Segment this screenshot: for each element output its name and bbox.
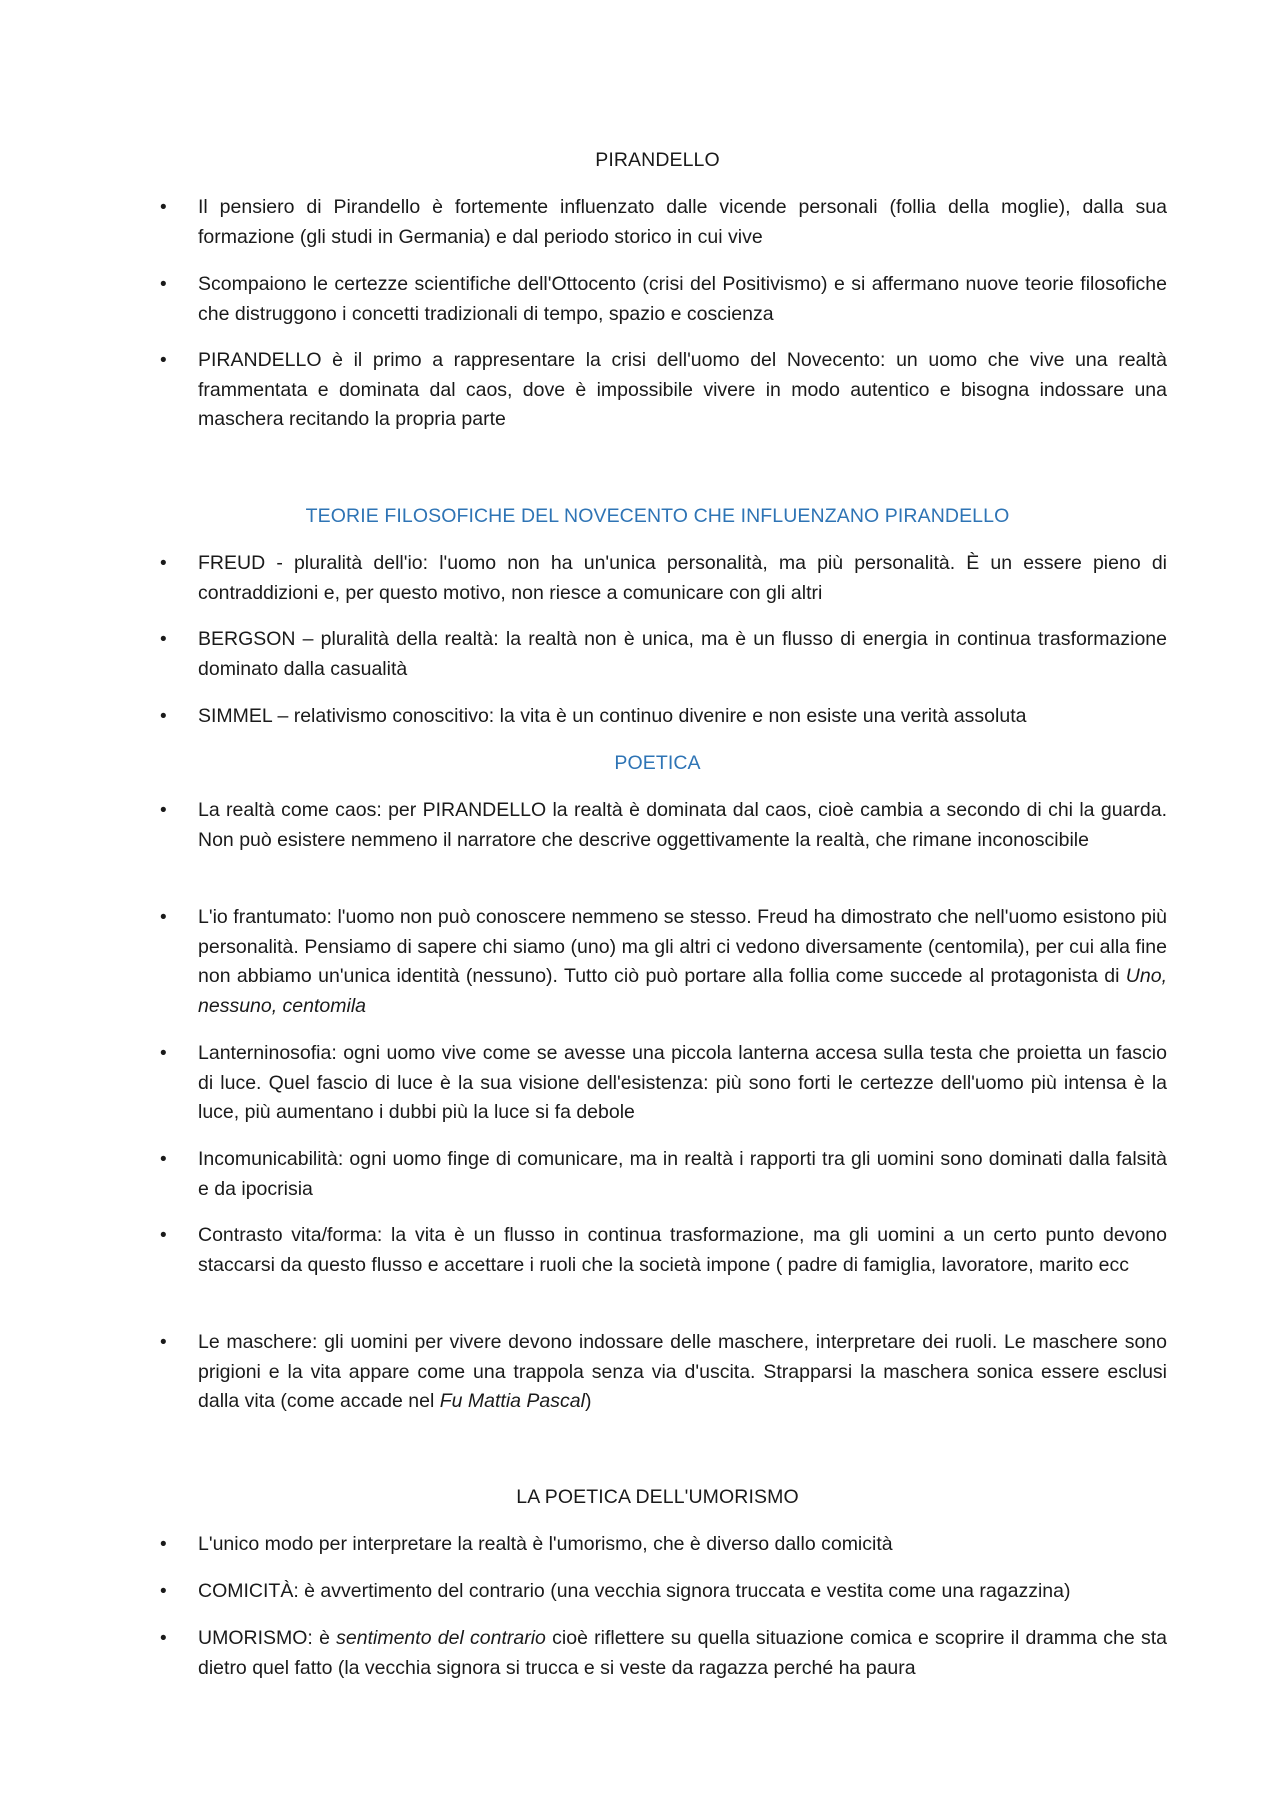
bullet-icon: •	[160, 350, 167, 371]
bullet-icon: •	[160, 1225, 167, 1246]
list-item: • L'unico modo per interpretare la realtà è l'umorismo, che è diverso dallo comicità	[160, 1530, 1167, 1560]
list-item: • Contrasto vita/forma: la vita è un flusso in continua trasformazione, ma gli uomini a un certo punto devono staccarsi da questo flusso e accettare i ruoli che la società impone ( padre di famiglia, lavoratore, marito ecc	[160, 1221, 1167, 1280]
bullet-icon: •	[160, 1043, 167, 1064]
book-title: Fu Mattia Pascal	[439, 1390, 585, 1412]
list-item: • SIMMEL – relativismo conoscitivo: la vita è un continuo divenire e non esiste una verità assoluta	[160, 702, 1167, 732]
section-heading-teorie: TEORIE FILOSOFICHE DEL NOVECENTO CHE INFLUENZANO PIRANDELLO	[305, 505, 1010, 527]
bullet-icon: •	[160, 800, 167, 821]
list-item: • Incomunicabilità: ogni uomo finge di comunicare, ma in realtà i rapporti tra gli uomini sono dominati dalla falsità e da ipocrisia	[160, 1145, 1167, 1204]
list-item: • PIRANDELLO è il primo a rappresentare la crisi dell'uomo del Novecento: un uomo che vive una realtà frammentata e dominata dal caos, dove è impossibile vivere in modo autentico e bisogna indossare una maschera recitando la propria parte	[160, 346, 1167, 435]
bullet-icon: •	[160, 907, 167, 928]
bullet-icon: •	[160, 1149, 167, 1170]
bullet-icon: •	[160, 1332, 167, 1353]
section-heading-poetica: POETICA	[614, 752, 701, 774]
bullet-icon: •	[160, 629, 167, 650]
bullet-icon: •	[160, 1628, 167, 1649]
bullet-icon: •	[160, 1534, 167, 1555]
bullet-icon: •	[160, 1581, 167, 1602]
list-item: • L'io frantumato: l'uomo non può conoscere nemmeno se stesso. Freud ha dimostrato che nell'uomo esistono più personalità. Pensiamo di sapere chi siamo (uno) ma gli altri ci vedono diversamente (centomila), per cui alla fine non abbiamo un'unica identità (nessuno). Tutto ciò può portare alla follia come succede al protagonista di Uno, nessuno, centomila	[160, 903, 1167, 1021]
list-item: • BERGSON – pluralità della realtà: la realtà non è unica, ma è un flusso di energia in continua trasformazione dominato dalla casualità	[160, 625, 1167, 684]
list-item: • Il pensiero di Pirandello è fortemente influenzato dalle vicende personali (follia della moglie), dalla sua formazione (gli studi in Germania) e dal periodo storico in cui vive	[160, 193, 1167, 252]
list-item: • Le maschere: gli uomini per vivere devono indossare delle maschere, interpretare dei ruoli. Le maschere sono prigioni e la vita appare come una trappola senza via d'uscita. Strapparsi la maschera sonica essere esclusi dalla vita (come accade nel Fu Mattia Pascal)	[160, 1328, 1167, 1417]
list-item: • UMORISMO: è sentimento del contrario cioè riflettere su quella situazione comica e scoprire il dramma che sta dietro quel fatto (la vecchia signora si trucca e si veste da ragazza perché ha paura	[160, 1624, 1167, 1683]
bullet-icon: •	[160, 274, 167, 295]
list-item: • Scompaiono le certezze scientifiche dell'Ottocento (crisi del Positivismo) e si affermano nuove teorie filosofiche che distruggono i concetti tradizionali di tempo, spazio e coscienza	[160, 270, 1167, 329]
bullet-icon: •	[160, 706, 167, 727]
page-title: PIRANDELLO	[595, 149, 720, 171]
bullet-icon: •	[160, 553, 167, 574]
section-heading-umorismo: LA POETICA DELL'UMORISMO	[516, 1486, 799, 1508]
bullet-icon: •	[160, 197, 167, 218]
list-item: • FREUD - pluralità dell'io: l'uomo non ha un'unica personalità, ma più personalità. È un essere pieno di contraddizioni e, per questo motivo, non riesce a comunicare con gli altri	[160, 549, 1167, 608]
emphasis: sentimento del contrario	[336, 1627, 546, 1649]
list-item: • Lanterninosofia: ogni uomo vive come se avesse una piccola lanterna accesa sulla testa che proietta un fascio di luce. Quel fascio di luce è la sua visione dell'esistenza: più sono forti le certezze dell'uomo più intensa è la luce, più aumentano i dubbi più la luce si fa debole	[160, 1039, 1167, 1128]
list-item: • La realtà come caos: per PIRANDELLO la realtà è dominata dal caos, cioè cambia a secondo di chi la guarda. Non può esistere nemmeno il narratore che descrive oggettivamente la realtà, che rimane inconoscibile	[160, 796, 1167, 855]
list-item: • COMICITÀ: è avvertimento del contrario (una vecchia signora truccata e vestita come una ragazzina)	[160, 1577, 1167, 1607]
book-title: Uno, nessuno, centomila	[198, 965, 1167, 1017]
